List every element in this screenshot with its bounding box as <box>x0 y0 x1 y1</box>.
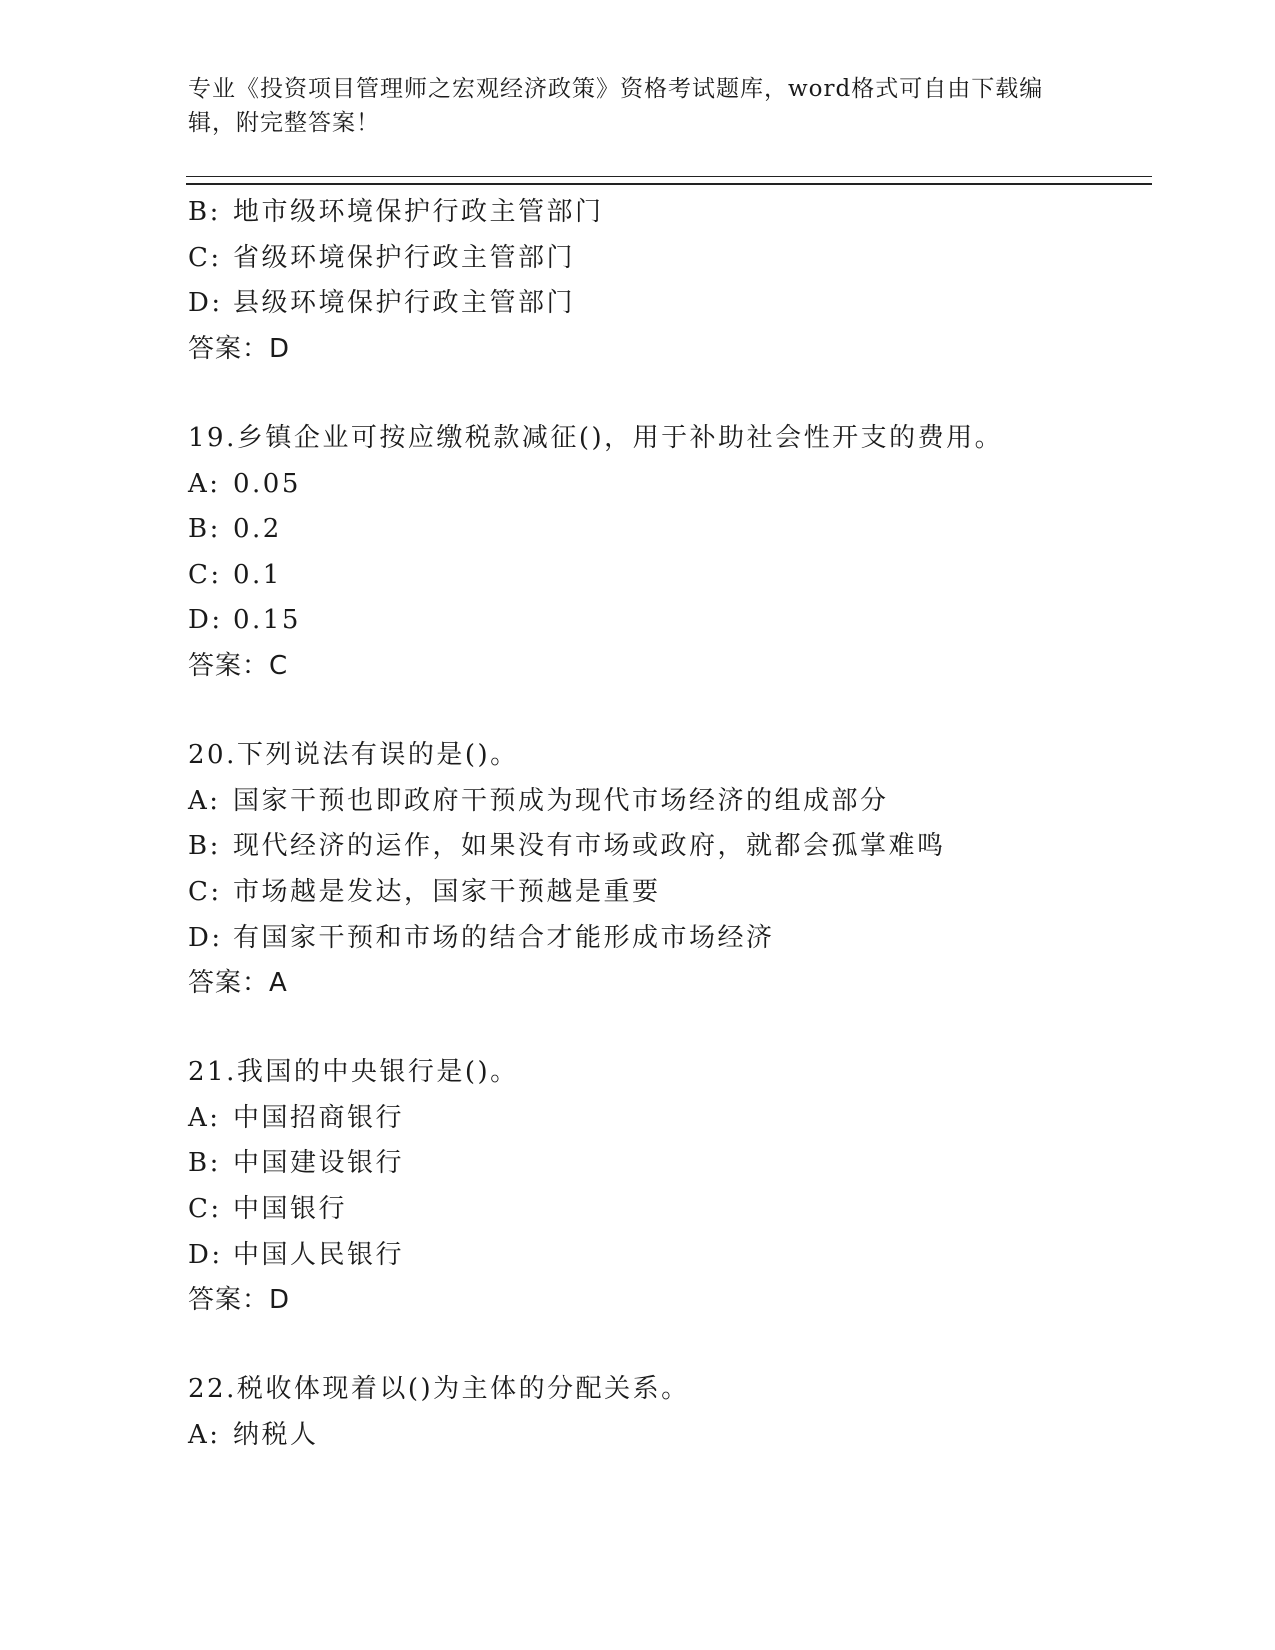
header-divider <box>186 176 1152 185</box>
option-d: D: 0.15 <box>188 605 301 636</box>
question-text: 19.乡镇企业可按应缴税款减征()，用于补助社会性开支的费用。 <box>188 422 1004 453</box>
option-b: B: 现代经济的运作，如果没有市场或政府，就都会孤掌难鸣 <box>188 831 946 862</box>
question-text: 20.下列说法有误的是()。 <box>188 740 519 771</box>
answer: 答案：D <box>188 1285 291 1316</box>
option-a: A: 中国招商银行 <box>188 1102 405 1133</box>
option-b: B: 地市级环境保护行政主管部门 <box>188 197 604 227</box>
option-b: B: 中国建设银行 <box>188 1148 405 1179</box>
answer: 答案：C <box>188 650 289 681</box>
header-text-line1: 专业《投资项目管理师之宏观经济政策》资格考试题库，word格式可自由下载编 <box>188 76 1044 102</box>
option-d: D: 县级环境保护行政主管部门 <box>188 288 576 319</box>
option-c: C: 0.1 <box>188 559 282 590</box>
option-c: C: 市场越是发达，国家干预越是重要 <box>188 876 661 907</box>
page-header <box>188 72 1068 140</box>
option-c: C: 中国银行 <box>188 1194 348 1225</box>
question-block-21 <box>188 1050 1148 1324</box>
option-a: A: 纳税人 <box>188 1420 319 1451</box>
answer: 答案：D <box>188 333 291 364</box>
question-block-19 <box>188 416 1148 690</box>
question-content <box>188 190 1148 1459</box>
option-c: C: 省级环境保护行政主管部门 <box>188 242 576 273</box>
option-d: D: 有国家干预和市场的结合才能形成市场经济 <box>188 922 775 953</box>
option-b: B: 0.2 <box>188 514 282 545</box>
option-d: D: 中国人民银行 <box>188 1239 405 1270</box>
question-block-22 <box>188 1367 1148 1458</box>
question-text: 21.我国的中央银行是()。 <box>188 1057 519 1088</box>
question-block-20 <box>188 733 1148 1007</box>
answer: 答案：A <box>188 968 288 999</box>
question-block-continued <box>188 190 1148 372</box>
option-a: A: 国家干预也即政府干预成为现代市场经济的组成部分 <box>188 785 889 816</box>
option-a: A: 0.05 <box>188 468 301 499</box>
question-text: 22.税收体现着以()为主体的分配关系。 <box>188 1374 690 1405</box>
header-text-line2: 辑，附完整答案！ <box>188 110 380 136</box>
